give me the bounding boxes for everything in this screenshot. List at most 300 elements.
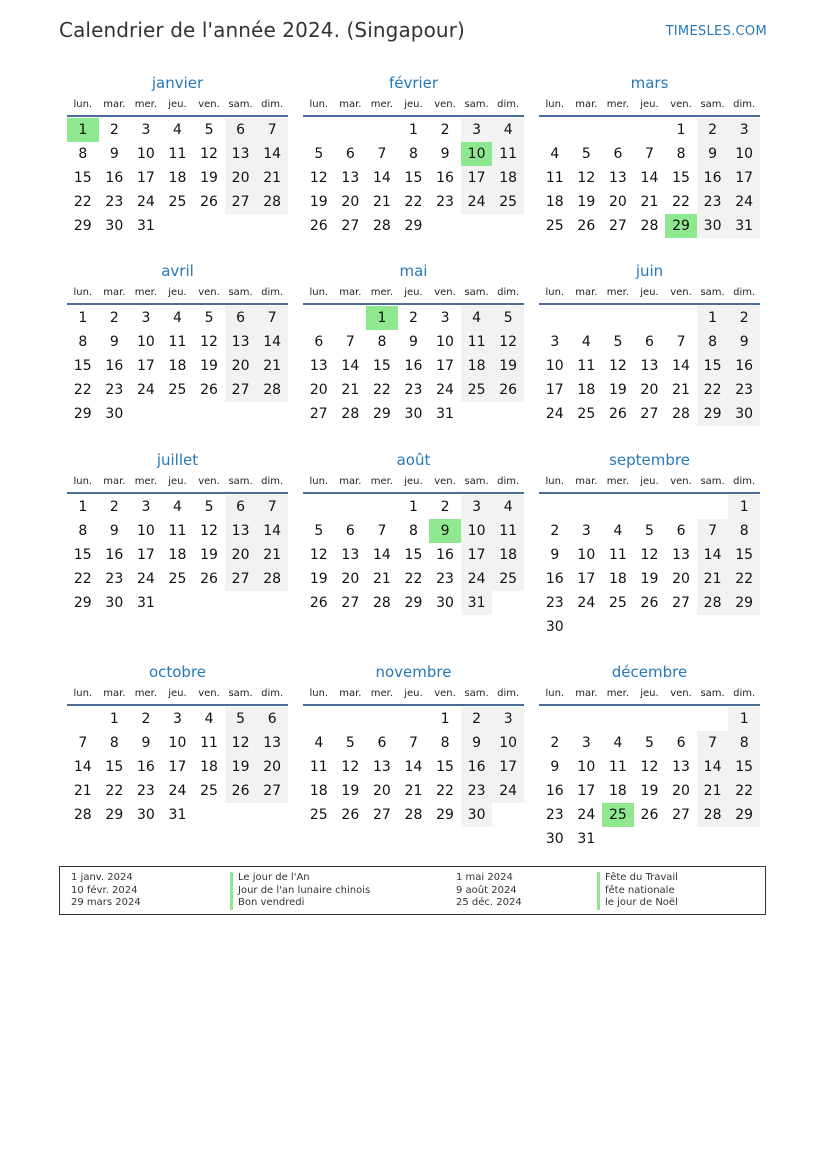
empty-cell — [366, 707, 398, 731]
day-cell: 4 — [314, 735, 324, 751]
weekday-label: ven. — [434, 476, 456, 487]
legend-holiday-name: Jour de l'an lunaire chinois — [230, 885, 370, 898]
legend-holiday-name: Fête du Travail — [597, 872, 678, 885]
day-cell: 24 — [728, 190, 760, 214]
days-grid — [303, 495, 524, 615]
day-cell: 11 — [545, 170, 564, 186]
weekday-label: mar. — [339, 99, 362, 110]
day-cell: 7 — [377, 146, 387, 162]
month-block — [303, 659, 524, 869]
weekday-label: sam. — [700, 688, 725, 699]
day-cell: 12 — [492, 330, 524, 354]
brand-link[interactable]: TIMESLES.COM — [665, 24, 767, 39]
weekday-header — [67, 472, 288, 494]
day-cell: 17 — [136, 547, 155, 563]
day-cell: 5 — [225, 707, 257, 731]
weekday-label: ven. — [434, 688, 456, 699]
day-cell: 3 — [492, 707, 524, 731]
day-cell: 23 — [105, 194, 124, 210]
weekday-label: sam. — [464, 688, 489, 699]
day-cell: 22 — [73, 571, 92, 587]
day-cell: 28 — [256, 378, 288, 402]
day-cell: 19 — [200, 358, 218, 374]
day-cell: 8 — [78, 523, 88, 539]
day-cell: 1 — [728, 495, 760, 519]
day-cell: 13 — [225, 330, 257, 354]
empty-cell — [67, 707, 99, 731]
day-cell: 9 — [728, 330, 760, 354]
weekday-label: sam. — [228, 99, 253, 110]
weekday-label: lun. — [309, 99, 329, 110]
day-cell: 29 — [73, 218, 92, 234]
day-cell: 28 — [256, 190, 288, 214]
empty-cell — [335, 306, 367, 330]
day-cell: 21 — [404, 783, 423, 799]
day-cell: 29 — [73, 406, 92, 422]
day-cell: 9 — [461, 731, 493, 755]
weekday-label: ven. — [198, 287, 220, 298]
weekday-label: mer. — [606, 476, 630, 487]
day-cell: 30 — [728, 402, 760, 426]
day-cell: 2 — [109, 122, 119, 138]
day-cell: 5 — [314, 523, 324, 539]
day-cell: 17 — [136, 170, 155, 186]
weekday-header — [303, 684, 524, 706]
weekday-label: lun. — [545, 287, 565, 298]
weekday-label: ven. — [670, 99, 692, 110]
day-cell: 26 — [640, 807, 659, 823]
day-cell: 22 — [105, 783, 124, 799]
empty-cell — [539, 495, 571, 519]
day-cell: 2 — [409, 310, 418, 326]
empty-cell — [398, 707, 430, 731]
day-cell: 30 — [105, 218, 124, 234]
empty-cell — [571, 306, 603, 330]
day-cell: 16 — [545, 783, 564, 799]
day-cell: 1 — [78, 310, 88, 326]
day-cell: 23 — [728, 378, 760, 402]
day-cell: 3 — [173, 711, 182, 727]
legend-date: 1 mai 2024 — [456, 872, 513, 883]
weekday-label: mer. — [370, 99, 394, 110]
day-cell: 30 — [136, 807, 155, 823]
day-cell: 21 — [697, 567, 729, 591]
day-cell: 11 — [200, 735, 218, 751]
month-block — [539, 258, 760, 447]
day-cell: 30 — [105, 595, 124, 611]
day-cell: 12 — [200, 146, 218, 162]
day-cell: 20 — [672, 571, 690, 587]
months-grid — [67, 70, 761, 869]
day-cell: 25 — [461, 378, 493, 402]
day-cell: 4 — [581, 334, 591, 350]
day-cell: 24 — [136, 382, 155, 398]
day-cell: 11 — [492, 142, 524, 166]
day-cell: 25 — [168, 571, 187, 587]
days-grid — [539, 495, 760, 639]
day-cell: 19 — [309, 194, 328, 210]
day-cell: 20 — [256, 755, 288, 779]
day-cell: 10 — [461, 519, 493, 543]
day-cell: 23 — [545, 807, 564, 823]
weekday-label: sam. — [228, 476, 253, 487]
empty-cell — [634, 306, 666, 330]
day-cell: 22 — [73, 382, 92, 398]
legend-left-names — [230, 872, 370, 910]
day-cell: 14 — [697, 543, 729, 567]
empty-cell — [665, 306, 697, 330]
day-cell: 17 — [492, 755, 524, 779]
day-cell: 2 — [141, 711, 151, 727]
day-cell: 18 — [492, 543, 524, 567]
day-cell: 27 — [225, 567, 257, 591]
weekday-label: dim. — [497, 476, 520, 487]
day-cell: 20 — [225, 354, 257, 378]
days-grid — [303, 707, 524, 827]
legend-date: 10 févr. 2024 — [71, 884, 138, 896]
day-cell: 2 — [550, 735, 560, 751]
weekday-label: mar. — [103, 99, 126, 110]
day-cell: 7 — [256, 118, 288, 142]
weekday-label: lun. — [545, 688, 565, 699]
month-name: juillet — [156, 451, 199, 469]
day-cell: 9 — [109, 334, 119, 350]
day-cell: 8 — [697, 330, 729, 354]
holiday-day-cell: 10 — [461, 142, 493, 166]
day-cell: 12 — [341, 759, 360, 775]
day-cell: 19 — [640, 571, 659, 587]
day-cell: 2 — [440, 122, 450, 138]
day-cell: 15 — [672, 170, 690, 186]
day-cell: 26 — [640, 595, 659, 611]
weekday-label: mar. — [339, 287, 362, 298]
day-cell: 1 — [409, 499, 418, 515]
day-cell: 6 — [377, 735, 387, 751]
day-cell: 9 — [109, 523, 119, 539]
weekday-label: lun. — [309, 287, 329, 298]
empty-cell — [366, 495, 398, 519]
day-cell: 5 — [204, 499, 214, 515]
day-cell: 6 — [225, 306, 257, 330]
day-cell: 26 — [608, 406, 627, 422]
day-cell: 2 — [461, 707, 493, 731]
day-cell: 25 — [168, 382, 187, 398]
day-cell: 28 — [640, 218, 659, 234]
day-cell: 13 — [225, 142, 257, 166]
day-cell: 26 — [200, 571, 218, 587]
day-cell: 14 — [697, 755, 729, 779]
day-cell: 6 — [613, 146, 623, 162]
weekday-label: jeu. — [168, 99, 187, 110]
day-cell: 15 — [404, 170, 423, 186]
day-cell: 10 — [545, 358, 564, 374]
day-cell: 13 — [672, 547, 690, 563]
day-cell: 11 — [168, 523, 187, 539]
day-cell: 6 — [256, 707, 288, 731]
weekday-label: jeu. — [168, 476, 187, 487]
day-cell: 15 — [697, 354, 729, 378]
day-cell: 15 — [728, 543, 760, 567]
month-name: décembre — [611, 663, 688, 681]
day-cell: 17 — [728, 166, 760, 190]
day-cell: 31 — [436, 406, 454, 422]
day-cell: 2 — [109, 310, 119, 326]
weekday-header — [539, 95, 760, 117]
weekday-label: lun. — [73, 688, 93, 699]
day-cell: 20 — [608, 194, 627, 210]
weekday-label: mar. — [339, 688, 362, 699]
weekday-label: mar. — [575, 476, 598, 487]
weekday-label: ven. — [198, 688, 220, 699]
day-cell: 8 — [78, 146, 88, 162]
day-cell: 31 — [136, 218, 155, 234]
day-cell: 6 — [225, 495, 257, 519]
day-cell: 23 — [545, 595, 564, 611]
day-cell: 1 — [109, 711, 119, 727]
day-cell: 10 — [492, 731, 524, 755]
day-cell: 27 — [256, 779, 288, 803]
weekday-label: mar. — [575, 99, 598, 110]
weekday-label: jeu. — [404, 476, 423, 487]
day-cell: 7 — [345, 334, 355, 350]
day-cell: 17 — [168, 759, 187, 775]
day-cell: 15 — [728, 755, 760, 779]
weekday-label: dim. — [733, 476, 756, 487]
day-cell: 24 — [461, 190, 493, 214]
day-cell: 16 — [105, 170, 124, 186]
day-cell: 18 — [309, 783, 328, 799]
day-cell: 12 — [640, 759, 659, 775]
weekday-label: mer. — [134, 688, 158, 699]
day-cell: 7 — [697, 519, 729, 543]
day-cell: 20 — [372, 783, 391, 799]
day-cell: 4 — [550, 146, 560, 162]
empty-cell — [539, 306, 571, 330]
day-cell: 29 — [73, 595, 92, 611]
day-cell: 8 — [78, 334, 88, 350]
empty-cell — [634, 707, 666, 731]
day-cell: 31 — [136, 595, 155, 611]
day-cell: 25 — [545, 218, 564, 234]
day-cell: 8 — [409, 146, 418, 162]
weekday-label: lun. — [73, 476, 93, 487]
weekday-label: lun. — [309, 688, 329, 699]
day-cell: 18 — [461, 354, 493, 378]
day-cell: 19 — [225, 755, 257, 779]
month-block — [67, 70, 288, 258]
day-cell: 26 — [309, 218, 328, 234]
days-grid — [539, 118, 760, 238]
day-cell: 5 — [645, 735, 654, 751]
day-cell: 28 — [73, 807, 92, 823]
empty-cell — [697, 495, 729, 519]
day-cell: 15 — [372, 358, 391, 374]
month-block — [67, 659, 288, 869]
day-cell: 14 — [73, 759, 92, 775]
day-cell: 22 — [73, 194, 92, 210]
day-cell: 25 — [200, 783, 218, 799]
weekday-label: jeu. — [168, 688, 187, 699]
day-cell: 14 — [341, 358, 360, 374]
weekday-header — [303, 283, 524, 305]
empty-cell — [602, 306, 634, 330]
weekday-label: lun. — [545, 476, 565, 487]
day-cell: 27 — [341, 218, 360, 234]
day-cell: 29 — [404, 218, 423, 234]
weekday-header — [67, 684, 288, 706]
weekday-label: sam. — [228, 688, 253, 699]
day-cell: 2 — [697, 118, 729, 142]
day-cell: 2 — [550, 523, 560, 539]
weekday-label: jeu. — [640, 99, 659, 110]
empty-cell — [303, 306, 335, 330]
weekday-label: sam. — [464, 476, 489, 487]
day-cell: 16 — [436, 547, 454, 563]
day-cell: 26 — [200, 194, 218, 210]
day-cell: 18 — [608, 783, 627, 799]
day-cell: 26 — [577, 218, 596, 234]
day-cell: 11 — [309, 759, 328, 775]
weekday-header — [67, 283, 288, 305]
day-cell: 21 — [73, 783, 92, 799]
day-cell: 9 — [697, 142, 729, 166]
day-cell: 18 — [168, 358, 187, 374]
weekday-label: jeu. — [404, 688, 423, 699]
day-cell: 29 — [404, 595, 423, 611]
day-cell: 21 — [256, 166, 288, 190]
day-cell: 15 — [436, 759, 454, 775]
day-cell: 13 — [672, 759, 690, 775]
weekday-header — [539, 684, 760, 706]
weekday-label: mer. — [134, 99, 158, 110]
day-cell: 24 — [492, 779, 524, 803]
day-cell: 22 — [672, 194, 690, 210]
day-cell: 6 — [225, 118, 257, 142]
day-cell: 2 — [109, 499, 119, 515]
day-cell: 23 — [436, 571, 454, 587]
day-cell: 8 — [377, 334, 387, 350]
day-cell: 4 — [492, 495, 524, 519]
days-grid — [67, 707, 288, 827]
day-cell: 22 — [728, 779, 760, 803]
day-cell: 26 — [225, 779, 257, 803]
day-cell: 27 — [372, 807, 391, 823]
empty-cell — [303, 118, 335, 142]
day-cell: 7 — [645, 146, 654, 162]
weekday-header — [67, 95, 288, 117]
day-cell: 8 — [409, 523, 418, 539]
day-cell: 16 — [461, 755, 493, 779]
empty-cell — [602, 118, 634, 142]
days-grid — [67, 306, 288, 426]
day-cell: 4 — [461, 306, 493, 330]
day-cell: 3 — [581, 735, 591, 751]
day-cell: 3 — [728, 118, 760, 142]
legend-holiday-name: fête nationale — [597, 885, 678, 898]
day-cell: 9 — [550, 547, 560, 563]
day-cell: 18 — [608, 571, 627, 587]
day-cell: 18 — [577, 382, 596, 398]
day-cell: 19 — [200, 170, 218, 186]
day-cell: 13 — [341, 170, 360, 186]
holiday-day-cell: 29 — [665, 214, 697, 238]
weekday-label: mer. — [134, 287, 158, 298]
day-cell: 11 — [577, 358, 596, 374]
day-cell: 16 — [136, 759, 155, 775]
day-cell: 12 — [200, 334, 218, 350]
day-cell: 6 — [314, 334, 324, 350]
day-cell: 30 — [461, 803, 493, 827]
day-cell: 13 — [341, 547, 360, 563]
day-cell: 25 — [608, 595, 627, 611]
day-cell: 16 — [728, 354, 760, 378]
day-cell: 1 — [440, 711, 450, 727]
weekday-label: ven. — [434, 287, 456, 298]
month-block — [67, 447, 288, 659]
day-cell: 3 — [461, 495, 493, 519]
day-cell: 9 — [109, 146, 119, 162]
month-block — [303, 447, 524, 659]
day-cell: 10 — [577, 759, 596, 775]
day-cell: 5 — [204, 310, 214, 326]
day-cell: 31 — [168, 807, 187, 823]
day-cell: 23 — [136, 783, 155, 799]
weekday-label: mer. — [370, 476, 394, 487]
day-cell: 13 — [372, 759, 391, 775]
day-cell: 21 — [672, 382, 690, 398]
day-cell: 27 — [608, 218, 627, 234]
weekday-header — [539, 283, 760, 305]
day-cell: 3 — [461, 118, 493, 142]
weekday-label: mer. — [370, 287, 394, 298]
day-cell: 10 — [728, 142, 760, 166]
month-name: janvier — [151, 74, 204, 92]
month-block — [539, 659, 760, 869]
day-cell: 22 — [404, 571, 423, 587]
day-cell: 21 — [256, 543, 288, 567]
day-cell: 11 — [168, 146, 187, 162]
day-cell: 28 — [697, 591, 729, 615]
day-cell: 20 — [225, 543, 257, 567]
day-cell: 10 — [136, 146, 155, 162]
day-cell: 24 — [545, 406, 564, 422]
day-cell: 14 — [372, 547, 391, 563]
day-cell: 11 — [168, 334, 187, 350]
day-cell: 28 — [341, 406, 360, 422]
weekday-label: mer. — [606, 99, 630, 110]
day-cell: 18 — [492, 166, 524, 190]
day-cell: 26 — [200, 382, 218, 398]
day-cell: 19 — [492, 354, 524, 378]
legend-date: 9 août 2024 — [456, 884, 517, 896]
day-cell: 27 — [309, 406, 328, 422]
day-cell: 25 — [492, 567, 524, 591]
day-cell: 20 — [225, 166, 257, 190]
day-cell: 15 — [73, 358, 92, 374]
day-cell: 19 — [341, 783, 360, 799]
empty-cell — [665, 495, 697, 519]
day-cell: 1 — [676, 122, 686, 138]
legend-holiday-name: Bon vendredi — [230, 897, 370, 910]
holiday-day-cell: 9 — [429, 519, 461, 543]
day-cell: 25 — [168, 194, 187, 210]
day-cell: 7 — [676, 334, 686, 350]
days-grid — [67, 118, 288, 238]
day-cell: 3 — [440, 310, 450, 326]
month-name: avril — [161, 262, 194, 280]
day-cell: 4 — [613, 735, 623, 751]
day-cell: 6 — [676, 735, 686, 751]
